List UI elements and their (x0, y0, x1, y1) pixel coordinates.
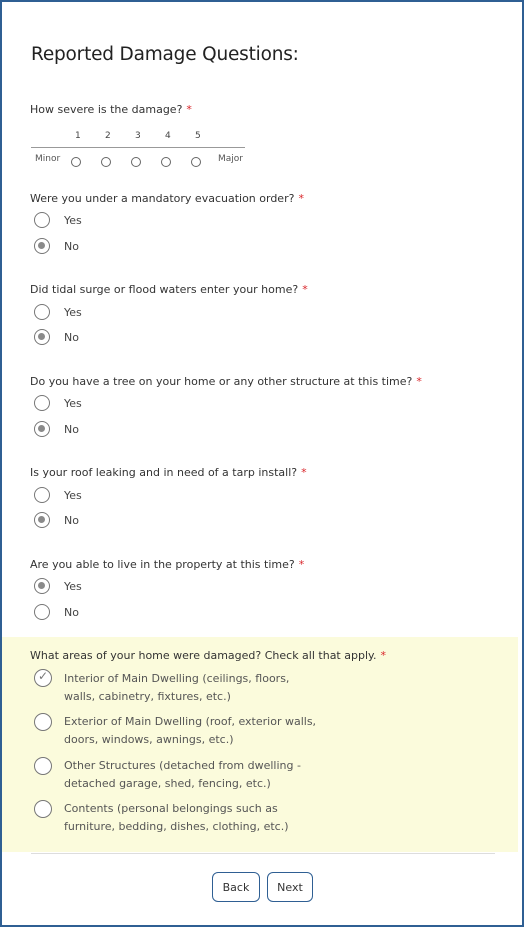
checkmark-icon: ✓ (38, 669, 49, 683)
option-line: Interior of Main Dwelling (ceilings, floors, (64, 672, 290, 685)
next-button[interactable]: Next (267, 872, 313, 902)
required-marker: * (380, 649, 386, 662)
livable-no-label[interactable]: No (64, 606, 79, 619)
other-structures-option-label[interactable] (64, 757, 301, 793)
flood-no-radio[interactable] (34, 329, 50, 345)
footer-divider (31, 853, 495, 854)
livable-question-label (30, 558, 304, 571)
roof-yes-label[interactable]: Yes (64, 489, 82, 502)
option-line: Exterior of Main Dwelling (roof, exterior walls, (64, 715, 317, 728)
exterior-checkbox[interactable] (34, 713, 52, 731)
option-line: Other Structures (detached from dwelling - (64, 759, 301, 772)
scale-number: 1 (75, 131, 81, 141)
required-marker: * (301, 466, 307, 479)
severity-radio-2[interactable] (101, 157, 111, 167)
evacuation-no-radio[interactable] (34, 238, 50, 254)
option-line: walls, cabinetry, fixtures, etc.) (64, 690, 231, 703)
tree-yes-label[interactable]: Yes (64, 397, 82, 410)
evacuation-question-text: Were you under a mandatory evacuation order? (30, 192, 295, 205)
required-marker: * (186, 103, 192, 116)
flood-no-label[interactable]: No (64, 331, 79, 344)
tree-yes-radio[interactable] (34, 395, 50, 411)
roof-question-label (30, 466, 307, 479)
scale-max-label: Major (218, 154, 243, 164)
exterior-option-label[interactable] (64, 713, 316, 749)
roof-question-text: Is your roof leaking and in need of a tarp install? (30, 466, 298, 479)
flood-yes-label[interactable]: Yes (64, 306, 82, 319)
scale-divider (31, 147, 245, 148)
severity-radio-1[interactable] (71, 157, 81, 167)
required-marker: * (298, 558, 305, 571)
roof-no-label[interactable]: No (64, 514, 79, 527)
severity-radio-3[interactable] (131, 157, 141, 167)
back-button[interactable]: Back (212, 872, 260, 902)
areas-question-text: What areas of your home were damaged? Check all that apply. (30, 649, 377, 662)
evacuation-yes-label[interactable]: Yes (64, 214, 82, 227)
contents-option-label[interactable] (64, 800, 289, 836)
required-marker: * (302, 283, 308, 296)
interior-option-label[interactable] (64, 670, 289, 706)
flood-question-label (30, 283, 308, 296)
required-marker: * (298, 192, 304, 205)
scale-min-label: Minor (35, 154, 61, 164)
interior-checkbox[interactable] (34, 669, 52, 687)
scale-number: 2 (105, 131, 111, 141)
livable-no-radio[interactable] (34, 604, 50, 620)
scale-number: 3 (135, 131, 141, 141)
livable-yes-radio[interactable] (34, 578, 50, 594)
flood-yes-radio[interactable] (34, 304, 50, 320)
page-title: Reported Damage Questions: (31, 44, 299, 65)
required-marker: * (416, 375, 422, 388)
option-line: Contents (personal belongings such as (64, 802, 278, 815)
evacuation-question-label (30, 192, 304, 205)
areas-question-label (30, 649, 386, 662)
scale-number: 5 (195, 131, 201, 141)
other-structures-checkbox[interactable] (34, 757, 52, 775)
roof-no-radio[interactable] (34, 512, 50, 528)
evacuation-no-label[interactable]: No (64, 240, 79, 253)
severity-radio-5[interactable] (191, 157, 201, 167)
option-line: detached garage, shed, fencing, etc.) (64, 777, 271, 790)
tree-no-label[interactable]: No (64, 423, 79, 436)
scale-number: 4 (165, 131, 171, 141)
roof-yes-radio[interactable] (34, 487, 50, 503)
contents-checkbox[interactable] (34, 800, 52, 818)
option-line: doors, windows, awnings, etc.) (64, 733, 234, 746)
tree-question-label (30, 375, 422, 388)
severity-question-label (30, 103, 192, 116)
flood-question-text: Did tidal surge or flood waters enter your home? (30, 283, 299, 296)
livable-yes-label[interactable]: Yes (64, 580, 82, 593)
livable-question-text: Are you able to live in the property at this time? (30, 558, 295, 571)
option-line: furniture, bedding, dishes, clothing, etc.) (64, 820, 289, 833)
tree-question-text: Do you have a tree on your home or any other structure at this time? (30, 375, 413, 388)
tree-no-radio[interactable] (34, 421, 50, 437)
severity-question-text: How severe is the damage? (30, 103, 183, 116)
evacuation-yes-radio[interactable] (34, 212, 50, 228)
severity-radio-4[interactable] (161, 157, 171, 167)
